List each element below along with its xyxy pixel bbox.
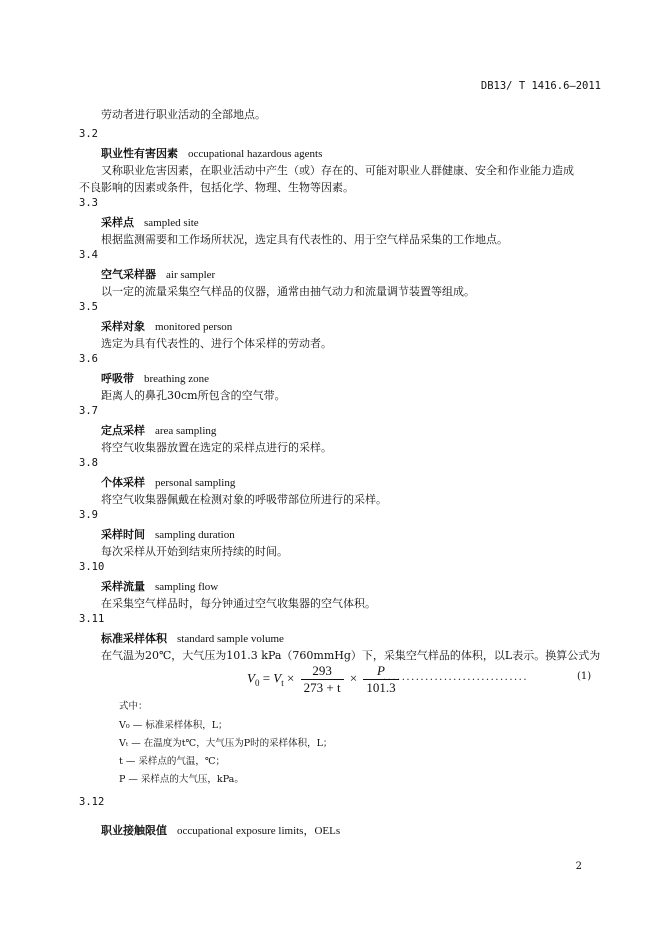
term-en: sampling flow: [155, 581, 219, 593]
term-heading: [101, 318, 232, 334]
conversion-formula: $V_0 = V_t$ × $\frac{293}{273 + t}$ × $\frac{P}{101.3}$: [247, 663, 567, 703]
denominator: 101.3: [366, 680, 396, 695]
term-zh: 个体采样: [101, 476, 145, 489]
definition-text: 距离人的鼻孔30cm所包含的空气带。: [101, 389, 286, 402]
term-heading: [101, 526, 235, 542]
numerator: P: [363, 663, 398, 680]
leader-dots: ...............................: [383, 672, 529, 683]
denominator: 273 + t: [303, 680, 341, 695]
formula-lhs: V: [247, 670, 255, 686]
term-zh: 定点采样: [101, 424, 145, 437]
page-number: 2: [575, 861, 582, 872]
clause-number: 3.8: [79, 457, 98, 469]
term-en: air sampler: [166, 269, 216, 281]
where-item: P — 采样点的大气压，kPa。: [119, 774, 244, 785]
term-zh: 采样对象: [101, 320, 145, 333]
numerator: 293: [301, 663, 344, 680]
definition-text: 每次采样从开始到结束所持续的时间。: [101, 545, 288, 558]
clause-number: 3.10: [79, 561, 105, 573]
clause-number: 3.3: [79, 197, 98, 209]
where-item: V₀ — 标准采样体积，L；: [119, 720, 228, 731]
term-heading: [101, 370, 209, 386]
clause-number: 3.5: [79, 301, 98, 313]
clause-number: 3.11: [79, 613, 105, 625]
clause-number: 3.2: [79, 128, 98, 140]
term-zh: 采样流量: [101, 580, 145, 593]
clause-number: 3.7: [79, 405, 98, 417]
clause-number: 3.12: [79, 796, 105, 808]
term-en: personal sampling: [155, 477, 236, 489]
definition-text: 不良影响的因素或条件，包括化学、物理、生物等因素。: [79, 181, 354, 194]
clause-number: 3.4: [79, 249, 98, 261]
document-header: DB13/ T 1416.6—2011: [480, 80, 601, 92]
term-en: monitored person: [155, 321, 233, 333]
term-zh: 空气采样器: [101, 268, 156, 281]
term-en: occupational hazardous agents: [188, 148, 323, 160]
term-zh: 采样时间: [101, 528, 145, 541]
formula-lhs-sub: 0: [254, 678, 260, 689]
where-item: t — 采样点的气温，℃；: [119, 756, 225, 767]
term-heading: [101, 266, 215, 282]
term-en: sampled site: [144, 217, 199, 229]
term-zh: 呼吸带: [101, 372, 134, 385]
term-heading: [101, 630, 284, 646]
definition-text: 将空气收集器佩戴在检测对象的呼吸带部位所进行的采样。: [101, 493, 387, 506]
definition-text: 在气温为20℃，大气压为101.3 kPa（760mmHg）下，采集空气样品的体积，以L表示。换算公式为: [101, 649, 601, 662]
term-zh: 职业性有害因素: [101, 147, 178, 160]
term-en: sampling duration: [155, 529, 235, 541]
term-en: occupational exposure limits，OELs: [177, 825, 341, 837]
term-heading: [101, 145, 322, 161]
fraction-temperature: [301, 663, 344, 696]
definition-text: 将空气收集器放置在选定的采样点进行的采样。: [101, 441, 332, 454]
term-en: standard sample volume: [177, 633, 284, 645]
definition-text: 以一定的流量采集空气样品的仪器，通常由抽气动力和流量调节装置等组成。: [101, 285, 475, 298]
formula-rhs-sub: t: [281, 678, 284, 689]
definition-text: 根据监测需要和工作场所状况，选定具有代表性的、用于空气样品采集的工作地点。: [101, 233, 508, 246]
definition-text: 在采集空气样品时，每分钟通过空气收集器的空气体积。: [101, 597, 376, 610]
term-heading: [101, 474, 235, 490]
continuation-line: 劳动者进行职业活动的全部地点。: [101, 108, 266, 121]
where-item: Vₜ — 在温度为t℃，大气压为P时的采样体积，L；: [119, 738, 333, 749]
term-zh: 职业接触限值: [101, 824, 167, 837]
equation-number: (1): [577, 671, 592, 682]
definition-text: 选定为具有代表性的、进行个体采样的劳动者。: [101, 337, 332, 350]
clause-number: 3.9: [79, 509, 98, 521]
clause-number: 3.6: [79, 353, 98, 365]
term-en: area sampling: [155, 425, 217, 437]
term-heading: [101, 214, 199, 230]
term-heading: [101, 422, 216, 438]
term-en: breathing zone: [144, 373, 210, 385]
term-zh: 采样点: [101, 216, 134, 229]
where-title: 式中：: [119, 701, 148, 712]
term-heading: [101, 578, 218, 594]
definition-text: 又称职业危害因素，在职业活动中产生（或）存在的、可能对职业人群健康、安全和作业能力造成: [101, 164, 574, 177]
formula-rhs: V: [273, 670, 282, 686]
term-zh: 标准采样体积: [101, 632, 167, 645]
term-heading: [101, 822, 340, 838]
